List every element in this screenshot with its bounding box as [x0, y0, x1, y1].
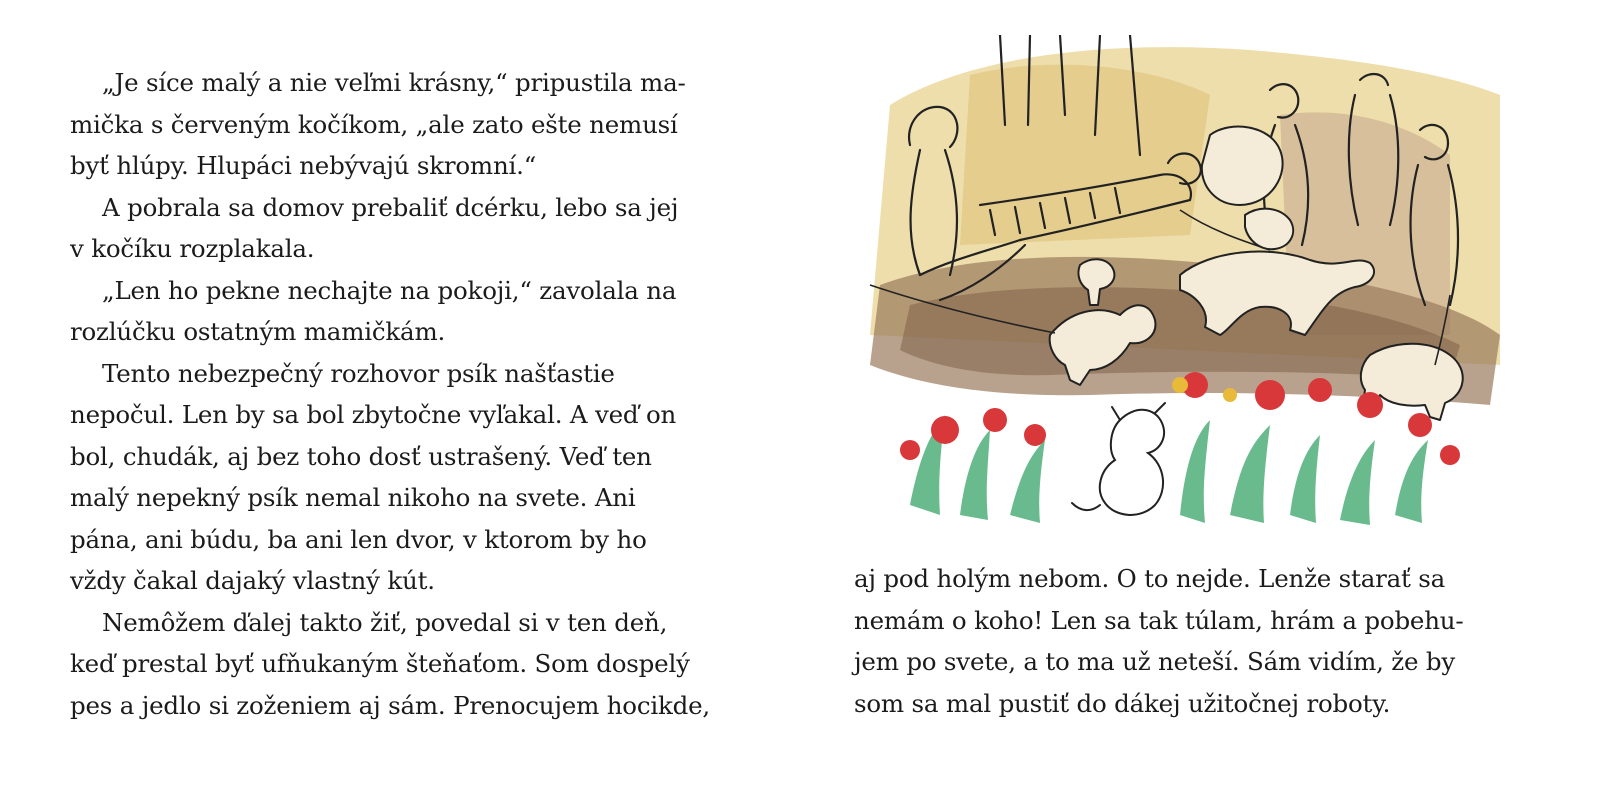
right-page-text: [854, 558, 1534, 724]
text-line: „Je síce malý a nie veľmi krásny,“ pripustila ma-: [102, 68, 686, 97]
text-line: nemám o koho! Len sa tak túlam, hrám a pobehu-: [854, 605, 1464, 635]
text-line: som sa mal pustiť do dákej užitočnej roboty.: [854, 688, 1391, 718]
text-line: malý nepekný psík nemal nikoho na svete. Ani: [70, 483, 636, 512]
text-line: „Len ho pekne nechajte na pokoji,“ zavolala na: [102, 275, 677, 305]
right-page: [800, 0, 1599, 800]
text-line: A pobrala sa domov prebaliť dcérku, lebo sa jej: [102, 192, 679, 222]
text-line: byť hlúpy. Hlupáci nebývajú skromní.“: [70, 151, 537, 180]
text-line: Nemôžem ďalej takto žiť, povedal si v ten deň,: [102, 607, 668, 637]
text-line: Tento nebezpečný rozhovor psík našťastie: [102, 358, 615, 388]
text-line: jem po svete, a to ma už neteší. Sám vidím, že by: [854, 647, 1455, 676]
text-line: mička s červeným kočíkom, „ale zato ešte nemusí: [70, 109, 678, 139]
text-line: vždy čakal dajaký vlastný kút.: [70, 566, 435, 595]
park-dogs-illustration-icon: [850, 35, 1510, 535]
text-line: pána, ani búdu, ba ani len dvor, v ktorom by ho: [70, 524, 647, 554]
text-line: nepočul. Len by sa bol zbytočne vyľakal. A veď on: [70, 400, 677, 429]
text-line: keď prestal byť ufňukaným šteňaťom. Som dospelý: [70, 649, 690, 678]
text-line: v kočíku rozplakala.: [70, 234, 315, 263]
left-page-text: [70, 62, 730, 726]
text-line: aj pod holým nebom. O to nejde. Lenže starať sa: [854, 564, 1446, 593]
text-line: bol, chudák, aj bez toho dosť ustrašený. Veď ten: [70, 441, 652, 471]
text-line: pes a jedlo si zoženiem aj sám. Prenocujem hocikde,: [70, 690, 711, 720]
text-line: rozlúčku ostatným mamičkám.: [70, 317, 446, 346]
